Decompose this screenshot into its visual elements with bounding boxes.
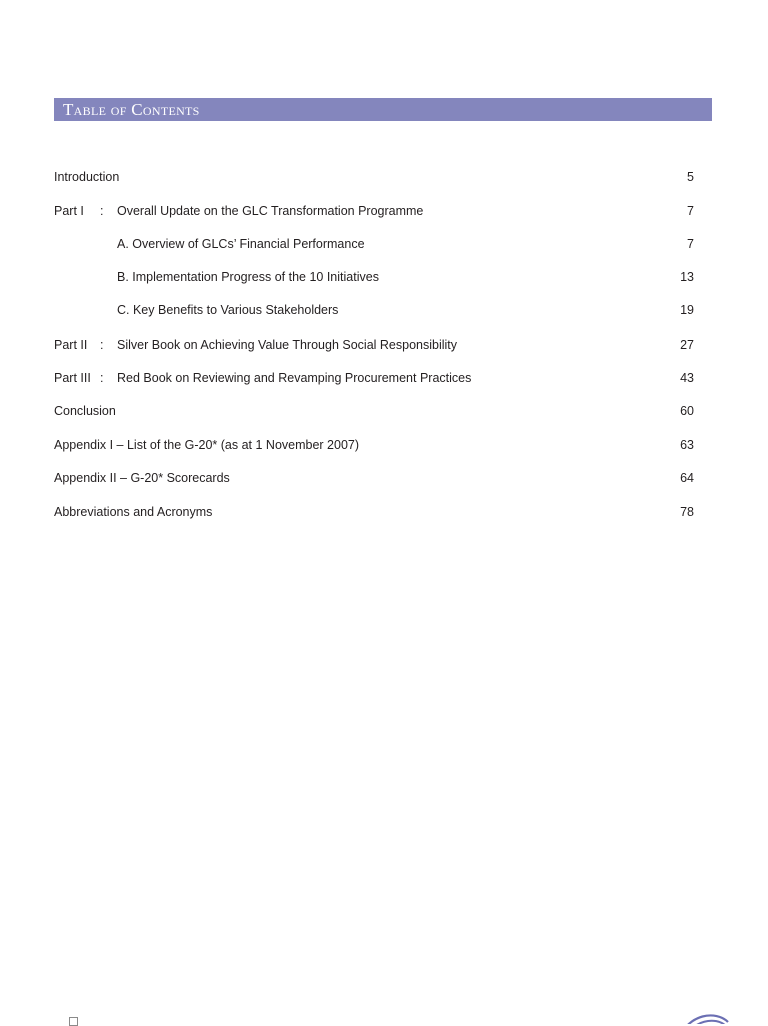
- toc-entry-title: A. Overview of GLCs’ Financial Performance: [117, 237, 365, 251]
- toc-entry-title: B. Implementation Progress of the 10 Initiatives: [117, 270, 379, 284]
- toc-entry-introduction[interactable]: [54, 168, 694, 186]
- toc-entry-page: 27: [680, 338, 694, 352]
- toc-entry-page: 13: [680, 270, 694, 284]
- toc-entry-part-1-c[interactable]: [54, 301, 694, 319]
- toc-header-band: [54, 98, 712, 121]
- toc-entry-part-1-b[interactable]: [54, 268, 694, 286]
- toc-entry-separator: :: [100, 371, 104, 385]
- toc-entry-title: Red Book on Reviewing and Revamping Procurement Practices: [117, 371, 472, 385]
- toc-entry-title: C. Key Benefits to Various Stakeholders: [117, 303, 339, 317]
- toc-entry-page: 43: [680, 371, 694, 385]
- toc-entry-conclusion[interactable]: [54, 402, 694, 420]
- toc-entry-page: 78: [680, 505, 694, 519]
- toc-entry-page: 60: [680, 404, 694, 418]
- toc-entry-part-1-a[interactable]: [54, 235, 694, 253]
- toc-entry-title: Overall Update on the GLC Transformation Programme: [117, 204, 424, 218]
- toc-entry-appendix-2[interactable]: [54, 469, 694, 487]
- toc-entry-part-label: Part III: [54, 371, 91, 385]
- toc-entry-abbreviations[interactable]: [54, 503, 694, 521]
- toc-entry-title: Conclusion: [54, 404, 116, 418]
- toc-entry-title: Abbreviations and Acronyms: [54, 505, 213, 519]
- square-marker-icon: [69, 1017, 78, 1026]
- toc-entry-part-1[interactable]: [54, 202, 694, 220]
- toc-entry-title: Appendix I – List of the G-20* (as at 1 November 2007): [54, 438, 360, 452]
- toc-entry-page: 64: [680, 471, 694, 485]
- toc-entry-appendix-1[interactable]: [54, 436, 694, 454]
- swirl-logo-icon: [676, 1008, 732, 1024]
- toc-entry-page: 5: [687, 170, 694, 184]
- toc-entry-page: 7: [687, 204, 694, 218]
- toc-entry-separator: :: [100, 338, 104, 352]
- page-title: Table of Contents: [63, 100, 200, 119]
- toc-entry-page: 19: [680, 303, 694, 317]
- toc-entry-part-2[interactable]: [54, 336, 694, 354]
- toc-entry-page: 63: [680, 438, 694, 452]
- toc-entry-title: Silver Book on Achieving Value Through Social Responsibility: [117, 338, 458, 352]
- toc-entry-part-3[interactable]: [54, 369, 694, 387]
- toc-entry-part-label: Part II: [54, 338, 88, 352]
- toc-entry-part-label: Part I: [54, 204, 84, 218]
- toc-entry-title: Appendix II – G-20* Scorecards: [54, 471, 230, 485]
- toc-entry-page: 7: [687, 237, 694, 251]
- toc-entry-title: Introduction: [54, 170, 120, 184]
- toc-entry-separator: :: [100, 204, 104, 218]
